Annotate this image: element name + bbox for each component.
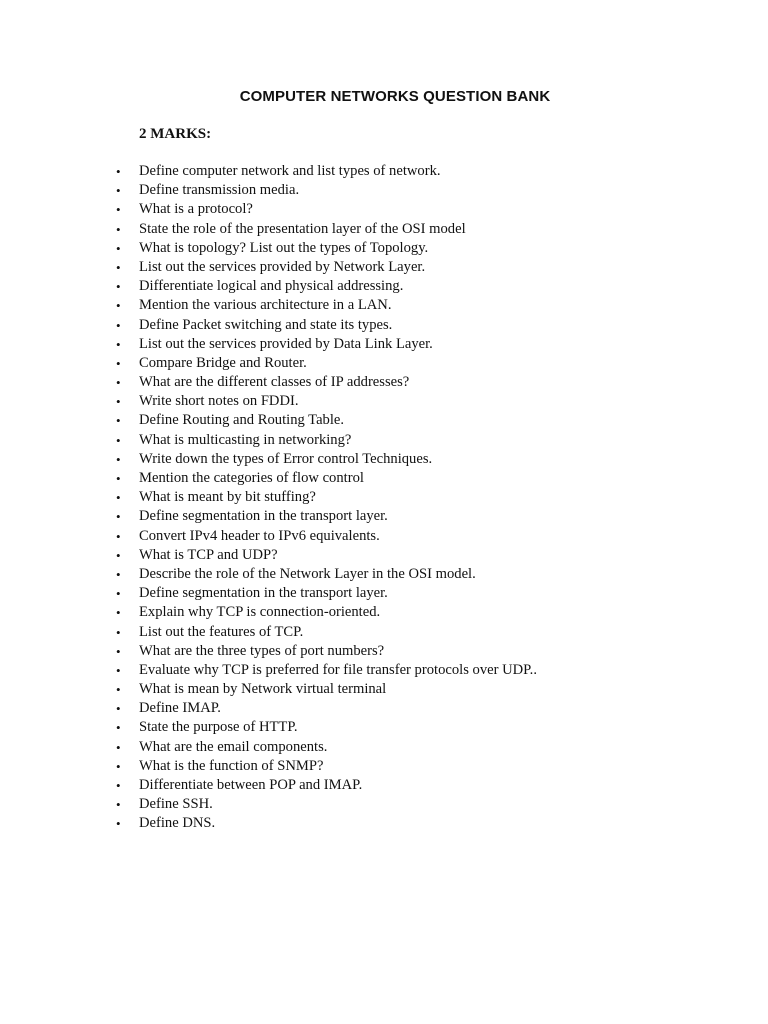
bullet-icon: • (116, 413, 121, 429)
bullet-icon: • (116, 643, 121, 659)
bullet-icon: • (116, 164, 121, 179)
bullet-icon: • (116, 279, 121, 295)
bullet-icon: • (116, 432, 121, 448)
bullet-icon: • (116, 183, 121, 199)
question-text: Explain why TCP is connection-oriented. (139, 604, 381, 621)
bullet-icon: • (116, 758, 121, 774)
bullet-icon: • (116, 451, 121, 467)
bullet-icon: • (116, 566, 121, 582)
question-text: Define transmission media. (139, 182, 300, 199)
question-text: What is meant by bit stuffing? (139, 489, 316, 506)
bullet-icon: • (116, 528, 121, 544)
question-text: List out the services provided by Data Link Layer. (139, 335, 433, 352)
question-text: Write short notes on FDDI. (139, 393, 299, 410)
question-text: What is topology? List out the types of Topology. (139, 239, 429, 256)
bullet-icon: • (116, 778, 121, 793)
bullet-icon: • (116, 490, 121, 506)
question-text: Write down the types of Error control Techniques. (139, 450, 433, 467)
question-text: Define Routing and Routing Table. (139, 412, 345, 429)
bullet-icon: • (116, 797, 121, 813)
question-text: Describe the role of the Network Layer in the OSI model. (139, 565, 476, 582)
question-text: Mention the categories of flow control (139, 470, 364, 486)
bullet-icon: • (116, 586, 121, 602)
question-text: What is a protocol? (139, 201, 253, 218)
bullet-icon: • (116, 509, 121, 525)
bullet-icon: • (116, 355, 121, 371)
bullet-icon: • (116, 471, 121, 486)
bullet-icon: • (116, 662, 121, 678)
question-text: Define computer network and list types of network. (139, 163, 441, 179)
question-text: Define SSH. (139, 796, 213, 813)
bullet-icon: • (116, 682, 121, 698)
question-text: List out the services provided by Network Layer. (139, 258, 426, 275)
bullet-icon: • (116, 394, 121, 410)
bullet-icon: • (116, 720, 121, 736)
question-text: Convert IPv4 header to IPv6 equivalents. (139, 527, 380, 544)
question-text: State the role of the presentation layer of the OSI model (139, 220, 466, 237)
bullet-icon: • (116, 259, 121, 275)
question-text: Define segmentation in the transport layer. (139, 508, 388, 525)
bullet-icon: • (116, 739, 121, 755)
question-text: Define segmentation in the transport layer. (139, 585, 388, 602)
question-text: Mention the various architecture in a LAN. (139, 297, 392, 314)
bullet-icon: • (116, 336, 121, 352)
question-text: Differentiate logical and physical addressing. (139, 278, 404, 295)
bullet-icon: • (116, 375, 121, 391)
bullet-icon: • (116, 816, 121, 832)
question-text: What is the function of SNMP? (139, 757, 324, 774)
question-text: List out the features of TCP. (139, 623, 304, 640)
question-text: Compare Bridge and Router. (139, 354, 307, 371)
bullet-icon: • (116, 240, 121, 256)
bullet-icon: • (116, 298, 121, 314)
bullet-icon: • (116, 547, 121, 563)
bullet-icon: • (116, 202, 121, 218)
question-text: What are the different classes of IP addresses? (139, 374, 410, 391)
page-title: COMPUTER NETWORKS QUESTION BANK (239, 88, 551, 105)
question-text: What is multicasting in networking? (139, 431, 352, 448)
question-text: Evaluate why TCP is preferred for file transfer protocols over UDP.. (139, 661, 537, 678)
question-text: What is mean by Network virtual terminal (139, 681, 387, 698)
question-text: What is TCP and UDP? (139, 546, 278, 563)
bullet-icon: • (116, 624, 121, 640)
question-text: Define Packet switching and state its types. (139, 316, 393, 333)
question-text: Define DNS. (139, 815, 216, 832)
bullet-icon: • (116, 605, 121, 621)
bullet-icon: • (116, 317, 121, 333)
question-text: What are the email components. (139, 738, 328, 755)
question-text: Define IMAP. (139, 700, 221, 717)
question-text: State the purpose of HTTP. (139, 719, 298, 736)
section-heading: 2 MARKS: (139, 126, 212, 142)
question-text: Differentiate between POP and IMAP. (139, 777, 363, 793)
bullet-icon: • (116, 701, 121, 717)
question-text: What are the three types of port numbers? (139, 642, 385, 659)
bullet-icon: • (116, 221, 121, 237)
